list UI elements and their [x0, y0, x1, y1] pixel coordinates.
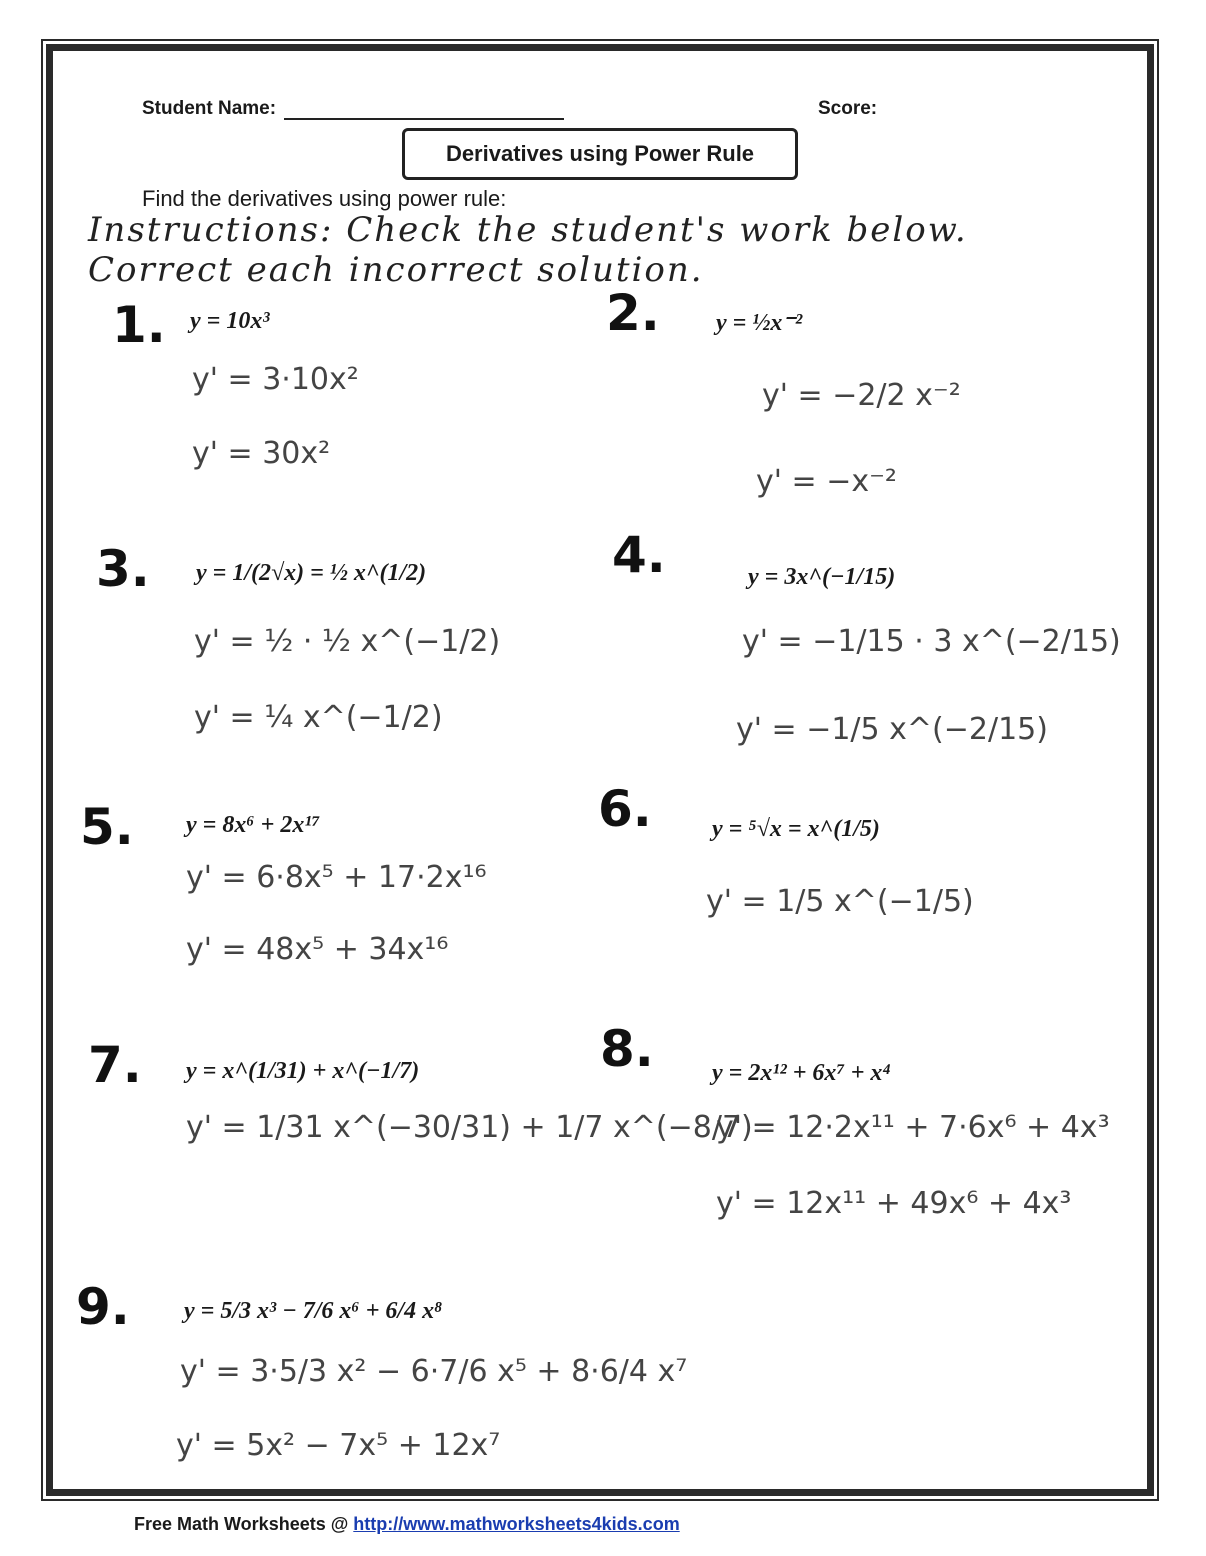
student-name-line [284, 118, 564, 120]
problem-2-given: y = ½x⁻² [716, 310, 803, 336]
instructions-line-2: Correct each incorrect solution. [88, 250, 704, 290]
problem-4-work-1: y' = −1/15 · 3 x^(−2/15) [742, 624, 1121, 659]
problem-7-number: 7. [88, 1036, 142, 1094]
problem-8-given: y = 2x¹² + 6x⁷ + x⁴ [712, 1060, 891, 1086]
worksheet-title-box [402, 128, 798, 180]
problem-6-work-1: y' = 1/5 x^(−1/5) [706, 884, 974, 919]
problem-2-number: 2. [606, 284, 660, 342]
problem-2-work-1: y' = −2/2 x⁻² [762, 378, 961, 413]
problem-7-given: y = x^(1/31) + x^(−1/7) [186, 1058, 420, 1084]
footer-link[interactable]: http://www.mathworksheets4kids.com [353, 1514, 680, 1534]
problem-9-work-1: y' = 3·5/3 x² − 6·7/6 x⁵ + 8·6/4 x⁷ [180, 1354, 688, 1389]
problem-5-given: y = 8x⁶ + 2x¹⁷ [186, 812, 320, 838]
problem-9-given: y = 5/3 x³ − 7/6 x⁶ + 6/4 x⁸ [184, 1298, 443, 1324]
problem-1-work-2: y' = 30x² [192, 436, 331, 471]
problem-1-given: y = 10x³ [190, 308, 270, 334]
worksheet-title: Derivatives using Power Rule [445, 141, 755, 166]
problem-3-number: 3. [96, 540, 150, 598]
problem-3-given: y = 1/(2√x) = ½ x^(1/2) [196, 560, 427, 586]
problem-3-work-1: y' = ½ · ½ x^(−1/2) [194, 624, 501, 659]
problem-6-number: 6. [598, 780, 652, 838]
problem-5-work-1: y' = 6·8x⁵ + 17·2x¹⁶ [186, 860, 487, 895]
problem-3-work-2: y' = ¼ x^(−1/2) [194, 700, 443, 735]
student-name-label: Student Name: [142, 98, 277, 119]
problem-1-work-1: y' = 3·10x² [192, 362, 359, 397]
problem-1-number: 1. [112, 296, 166, 354]
problem-2-work-2: y' = −x⁻² [756, 464, 897, 499]
problem-5-work-2: y' = 48x⁵ + 34x¹⁶ [186, 932, 449, 967]
problem-8-number: 8. [600, 1020, 654, 1078]
footer-text: Free Math Worksheets @ [134, 1514, 349, 1534]
prompt-text: Find the derivatives using power rule: [142, 186, 507, 211]
problem-9-number: 9. [76, 1278, 130, 1336]
problem-8-work-1: y' = 12·2x¹¹ + 7·6x⁶ + 4x³ [716, 1110, 1110, 1145]
score-label: Score: [818, 98, 878, 119]
footer [134, 1514, 680, 1535]
problem-8-work-2: y' = 12x¹¹ + 49x⁶ + 4x³ [716, 1186, 1072, 1221]
problem-6-given: y = ⁵√x = x^(1/5) [712, 816, 880, 842]
instructions-line-1: Instructions: Check the student's work below. [88, 210, 968, 250]
problem-5-number: 5. [80, 798, 134, 856]
problem-9-work-2: y' = 5x² − 7x⁵ + 12x⁷ [176, 1428, 501, 1463]
problem-7-work-1: y' = 1/31 x^(−30/31) + 1/7 x^(−8/7) [186, 1110, 753, 1145]
problem-4-given: y = 3x^(−1/15) [748, 564, 896, 590]
problem-4-work-2: y' = −1/5 x^(−2/15) [736, 712, 1048, 747]
problem-4-number: 4. [612, 526, 666, 584]
